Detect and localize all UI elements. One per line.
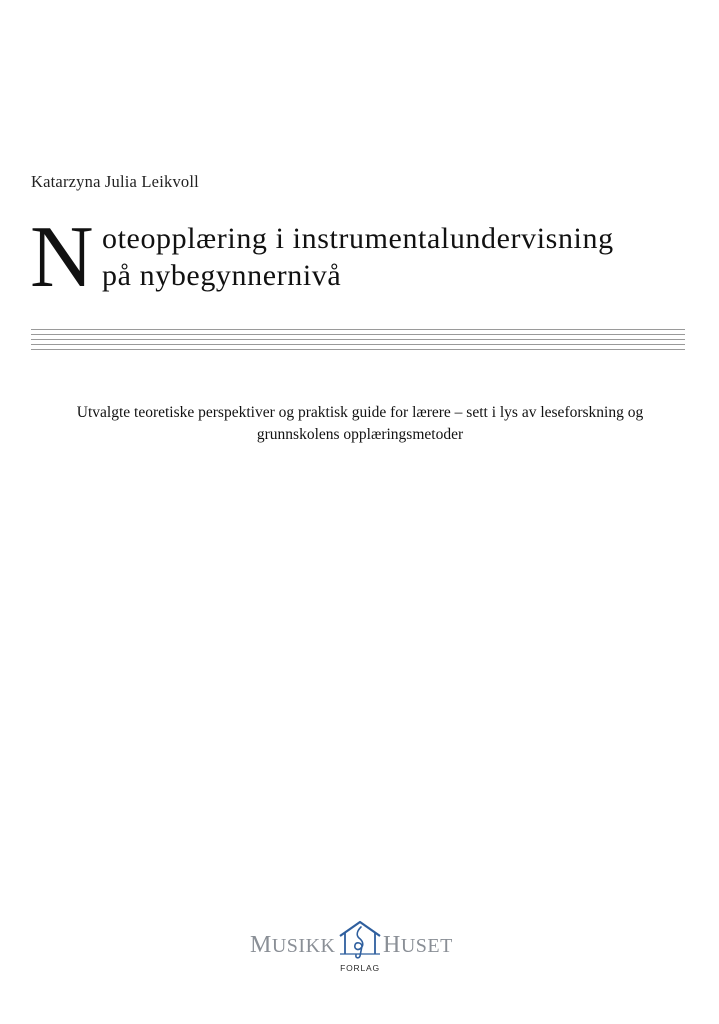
title-line-1: oteopplæring i instrumentalundervisning [102,222,614,255]
publisher-name-right [383,932,453,959]
publisher-right-initial: H [383,932,401,958]
house-with-treble-clef-icon [336,918,384,960]
publisher-name-left [250,932,335,959]
staff-line [31,339,685,340]
subtitle-line-2: grunnskolens opplæringsmetoder [256,426,464,443]
subtitle-line-1: Utvalgte teoretiske perspektiver og praktisk guide for lærere – sett i lys av leseforskning og [76,404,644,421]
author-name: Katarzyna Julia Leikvoll [31,172,199,191]
subtitle [40,402,680,446]
staff-line [31,334,685,335]
publisher-imprint: FORLAG [340,963,380,973]
publisher-left-rest: USIKK [271,935,336,957]
title-drop-cap: N [30,209,94,306]
title-line-2: på nybegynnernivå [102,259,342,292]
staff-line [31,349,685,350]
publisher-left-initial: M [250,932,272,958]
publisher-logo [250,918,470,978]
book-title [30,209,700,306]
publisher-right-rest: USET [400,935,453,957]
staff-line [31,329,685,330]
staff-line [31,344,685,345]
music-staff-divider [31,329,685,351]
